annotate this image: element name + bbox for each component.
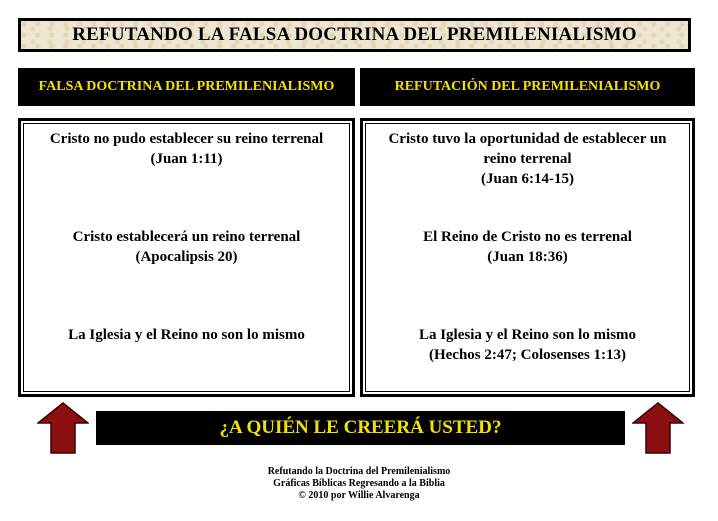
footer-copyright: © 2010 por Willie Alvarenga bbox=[298, 490, 420, 501]
false-doctrine-item bbox=[21, 129, 352, 169]
up-arrow-icon bbox=[37, 402, 89, 454]
false-doctrine-item bbox=[21, 325, 352, 345]
refutation-header: REFUTACIÓN DEL PREMILENIALISMO bbox=[360, 68, 695, 106]
refutation-item bbox=[363, 227, 692, 267]
false-doctrine-header: FALSA DOCTRINA DEL PREMILENIALISMO bbox=[18, 68, 355, 106]
page-title: REFUTANDO LA FALSA DOCTRINA DEL PREMILENIALISMO bbox=[18, 18, 691, 52]
refutation-panel bbox=[360, 118, 695, 397]
item-reference: (Hechos 2:47; Colosenses 1:13) bbox=[428, 347, 627, 363]
item-text: El Reino de Cristo no es terrenal bbox=[423, 229, 632, 245]
item-reference: (Juan 18:36) bbox=[487, 249, 568, 265]
item-reference: (Juan 6:14-15) bbox=[481, 171, 574, 187]
refutation-item bbox=[363, 325, 692, 365]
footer-line: Gráficas Bíblicas Regresando a la Biblia bbox=[273, 478, 445, 489]
item-text: La Iglesia y el Reino son lo mismo bbox=[418, 327, 637, 343]
item-text: La Iglesia y el Reino no son lo mismo bbox=[68, 327, 305, 343]
up-arrow-icon bbox=[632, 402, 684, 454]
false-doctrine-panel bbox=[18, 118, 355, 397]
refutation-item bbox=[375, 129, 680, 189]
item-text: Cristo no pudo establecer su reino terrenal bbox=[49, 131, 324, 147]
false-doctrine-item bbox=[21, 227, 352, 267]
footer bbox=[0, 466, 718, 502]
footer-line: Refutando la Doctrina del Premilenialismo bbox=[267, 466, 451, 477]
item-text: Cristo tuvo la oportunidad de establecer un reino terrenal bbox=[388, 131, 667, 167]
question-banner: ¿A QUIÉN LE CREERÁ USTED? bbox=[96, 411, 625, 445]
item-reference: (Juan 1:11) bbox=[150, 151, 223, 167]
item-reference: (Apocalipsis 20) bbox=[135, 249, 238, 265]
item-text: Cristo establecerá un reino terrenal bbox=[72, 229, 301, 245]
